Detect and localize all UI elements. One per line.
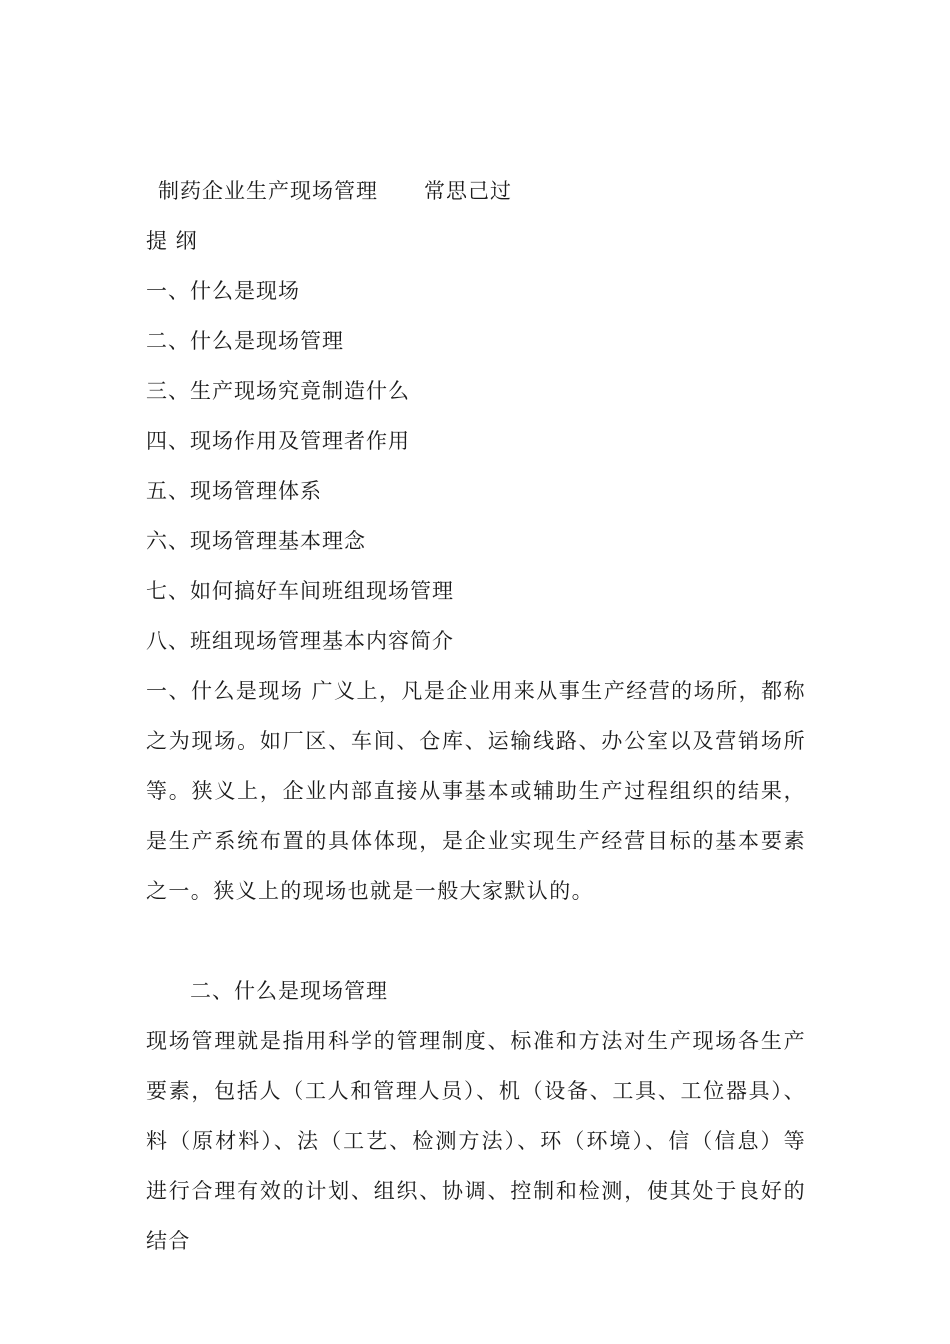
outline-item: 七、如何搞好车间班组现场管理	[146, 579, 454, 603]
outline-item: 二、什么是现场管理	[146, 329, 344, 353]
outline-item: 三、生产现场究竟制造什么	[146, 379, 410, 403]
section2-heading: 二、什么是现场管理	[190, 979, 388, 1003]
outline-item: 四、现场作用及管理者作用	[146, 429, 410, 453]
paragraph-spacer	[146, 916, 806, 966]
section2-paragraph: 现场管理就是指用科学的管理制度、标准和方法对生产现场各生产要素，包括人（工人和管理人员）、机（设备、工具、工位器具）、料（原材料）、法（工艺、检测方法）、环（环境）、信（信息）等进行合理有效的计划、组织、协调、控制和检测，使其处于良好的结合	[146, 1029, 806, 1253]
section1-paragraph: 一、什么是现场 广义上，凡是企业用来从事生产经营的场所，都称之为现场。如厂区、车间、仓库、运输线路、办公室以及营销场所等。狭义上，企业内部直接从事基本或辅助生产过程组织的结果，是生产系统布置的具体体现，是企业实现生产经营目标的基本要素之一。狭义上的现场也就是一般大家默认的。	[146, 679, 806, 903]
outline-item: 八、班组现场管理基本内容简介	[146, 629, 454, 653]
document-page	[146, 166, 806, 1266]
title-row	[146, 166, 806, 216]
outline-heading: 提 纲	[146, 229, 198, 253]
outline-list	[146, 266, 806, 666]
document-author: 常思己过	[424, 179, 512, 203]
document-title: 制药企业生产现场管理	[158, 179, 378, 203]
outline-item: 一、什么是现场	[146, 279, 300, 303]
outline-item: 五、现场管理体系	[146, 479, 322, 503]
outline-item: 六、现场管理基本理念	[146, 529, 366, 553]
